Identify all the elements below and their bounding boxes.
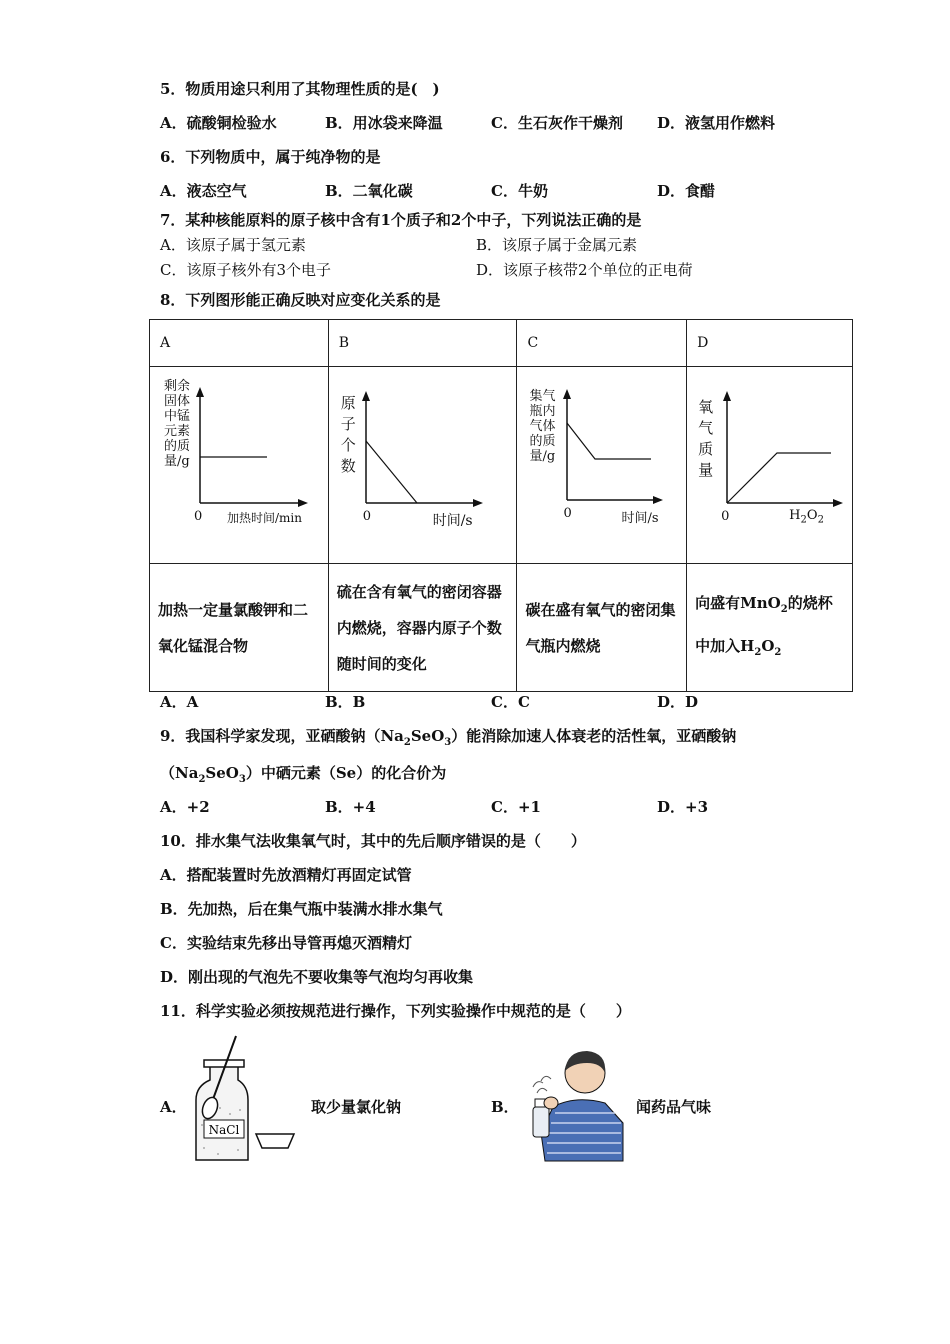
graph-a-xlabel: 加热时间/min [227,511,302,525]
q8-desc-d: 向盛有MnO$_2$的烧杯中加入$H_2O_2$ [687,564,853,692]
q8-graph-c [517,367,687,564]
q5-option-d[interactable]: D．液氢用作燃料 [657,114,776,132]
graph-c-line [567,423,651,459]
graph-b-axes [329,367,518,563]
graph-d-xlabel: $H_2O_2$ [789,508,824,526]
q5-option-b[interactable]: B．用冰袋来降温 [325,114,443,132]
q9-option-b[interactable]: B．+4 [325,798,376,816]
q8-header-a: A [150,320,329,367]
q5-option-c[interactable]: C．生石灰作干燥剂 [491,114,623,132]
q8-option-d[interactable]: D．D [657,693,699,711]
q9-stem: 9．我国科学家发现，亚硒酸钠$(Na_2SeO_3)$能消除加速人体衰老的活性氧，亚硒酸钠 [160,727,737,748]
q9-stem-line2: $(Na_2SeO_3)$中硒元素（Se）的化合价为 [160,764,447,785]
q9-option-d[interactable]: D．+3 [657,798,709,816]
q9-option-a[interactable]: A．+2 [160,798,210,816]
q11-option-b-text: 闻药品气味 [636,1098,712,1116]
q7-option-d[interactable]: D．该原子核带2个单位的正电荷 [476,261,693,279]
graph-d-origin: 0 [721,509,730,524]
q8-option-c[interactable]: C．C [491,693,530,711]
q10-option-a[interactable]: A．搭配装置时先放酒精灯再固定试管 [160,866,412,884]
q11-stem: 11．科学实验必须按规范进行操作，下列实验操作中规范的是（ ） [160,1002,631,1020]
graph-a-ylabel: 剩余 固体 中锰 元素 的质 量/g [164,379,191,469]
q8-header-d: D [687,320,853,367]
q8-table [149,319,853,692]
q8-graph-b [328,367,517,564]
graph-a-origin: 0 [194,509,203,524]
q8-desc-b: 硫在含有氧气的密闭容器内燃烧，容器内原子个数随时间的变化 [328,564,517,692]
nacl-label: NaCl [208,1123,240,1137]
q7-option-c[interactable]: C．该原子核外有3个电子 [160,261,332,279]
q10-stem: 10．排水集气法收集氧气时，其中的先后顺序错误的是（ ） [160,832,586,850]
q11-option-b-label[interactable]: B． [491,1098,519,1116]
q8-option-b[interactable]: B．B [325,693,366,711]
q6-option-a[interactable]: A．液态空气 [160,182,247,200]
q6-option-c[interactable]: C．牛奶 [491,182,548,200]
q10-option-b[interactable]: B．先加热，后在集气瓶中装满水排水集气 [160,900,443,918]
q9-option-c[interactable]: C．+1 [491,798,541,816]
q8-header-b: B [328,320,517,367]
q7-option-a[interactable]: A．该原子属于氢元素 [160,236,306,254]
graph-c-origin: 0 [563,506,572,521]
q8-option-a[interactable]: A．A [160,693,199,711]
q7-stem: 7．某种核能原料的原子核中含有1个质子和2个中子，下列说法正确的是 [160,211,642,229]
graph-d-line [727,453,831,503]
q8-header-c: C [517,320,687,367]
nacl-bottle-illustration [190,1030,310,1165]
graph-b-line [366,441,417,503]
graph-c-xlabel: 时间/s [621,511,659,526]
q5-stem: 5．物质用途只利用了其物理性质的是( ) [160,80,440,98]
graph-c-ylabel: 集气 瓶内 气体 的质 量/g [529,389,556,464]
q6-stem: 6．下列物质中，属于纯净物的是 [160,148,381,166]
q7-option-b[interactable]: B．该原子属于金属元素 [476,236,638,254]
graph-b-origin: 0 [362,509,371,524]
smelling-boy-illustration [515,1043,630,1163]
graph-d-axes [687,367,853,563]
graph-a-axes [150,367,329,563]
graph-d-ylabel: 氧 气 质 量 [698,398,714,479]
q11-option-a-label[interactable]: A． [160,1098,187,1116]
q11-option-a-text: 取少量氯化钠 [311,1098,402,1116]
q6-option-b[interactable]: B．二氧化碳 [325,182,413,200]
q6-option-d[interactable]: D．食醋 [657,182,716,200]
graph-b-ylabel: 原 子 个 数 [340,394,356,475]
q8-graph-d [687,367,853,564]
q8-desc-c: 碳在盛有氧气的密闭集气瓶内燃烧 [517,564,687,692]
q8-graph-a [150,367,329,564]
graph-c-axes [517,367,687,563]
q10-option-d[interactable]: D．刚出现的气泡先不要收集等气泡均匀再收集 [160,968,474,986]
q5-option-a[interactable]: A．硫酸铜检验水 [160,114,277,132]
q8-desc-a: 加热一定量氯酸钾和二氧化锰混合物 [150,564,329,692]
q10-option-c[interactable]: C．实验结束先移出导管再熄灭酒精灯 [160,934,412,952]
graph-b-xlabel: 时间/s [432,513,473,529]
q8-stem: 8．下列图形能正确反映对应变化关系的是 [160,291,441,309]
